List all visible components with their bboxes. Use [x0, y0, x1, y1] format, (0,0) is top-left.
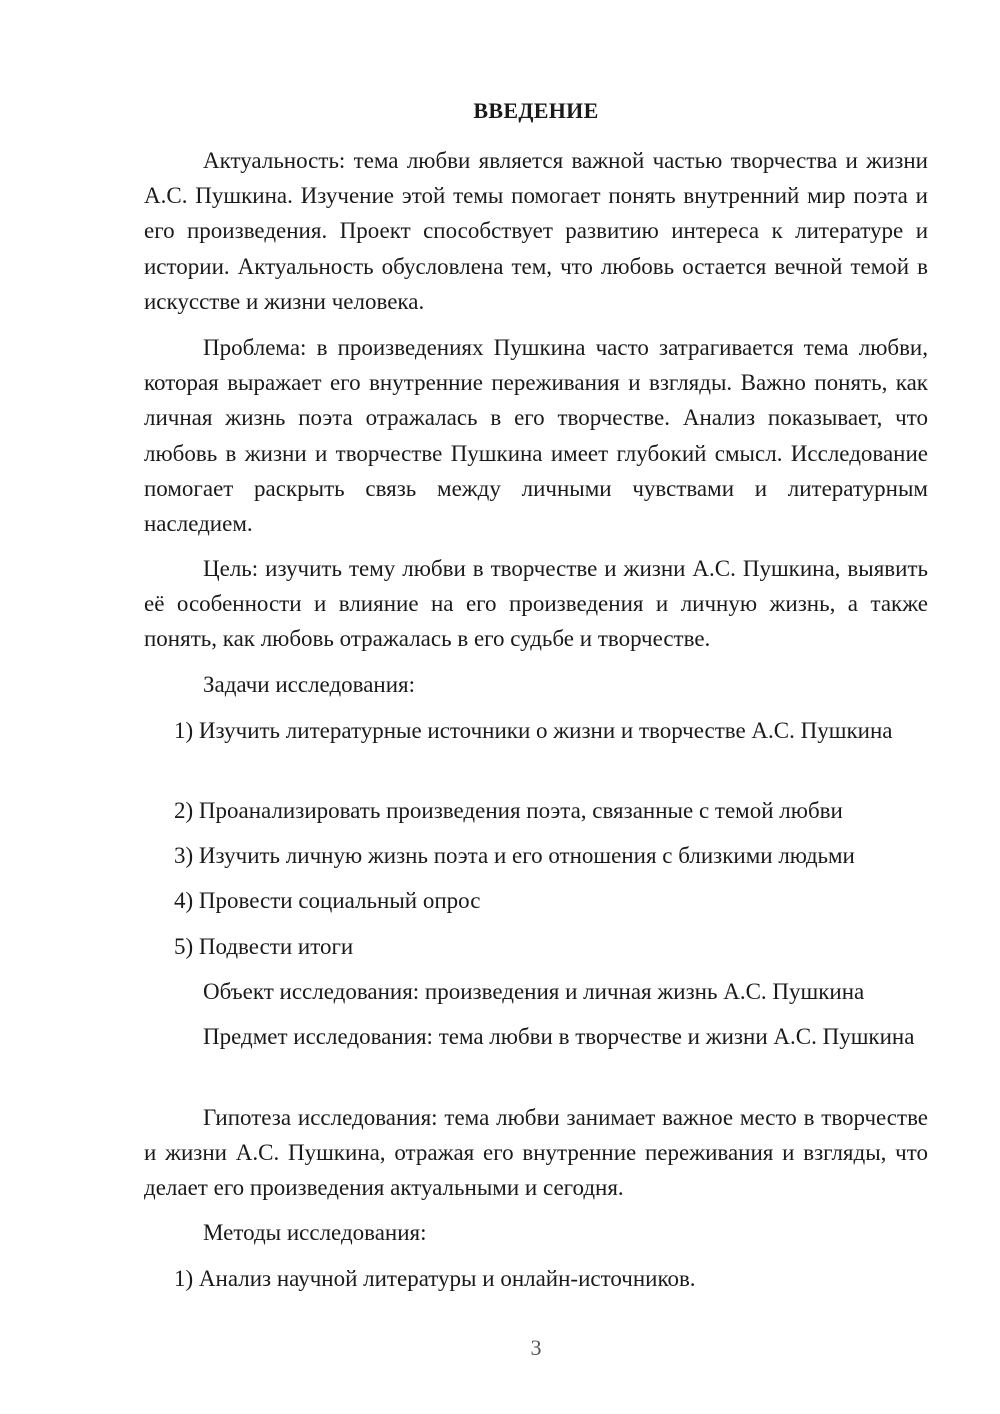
problem-paragraph: Проблема: в произведениях Пушкина часто затрагивается тема любви, которая выражает его внутренние переживания и взгляды. Важно понять, как личная жизнь поэта отражалась в его творчестве. Анализ показывает, что любовь в жизни и творчестве Пушкина имеет глубокий смысл. Исследование помогает раскрыть связь между личными чувствами и литературным наследием. — [144, 335, 928, 537]
task-item-1: 1) Изучить литературные источники о жизни и творчестве А.С. Пушкина — [174, 718, 893, 743]
document-page — [144, 0, 928, 1414]
task-item-3: 3) Изучить личную жизнь поэта и его отношения с близкими людьми — [174, 843, 855, 868]
methods-heading: Методы исследования: — [203, 1220, 427, 1245]
goal-paragraph: Цель: изучить тему любви в творчестве и жизни А.С. Пушкина, выявить её особенности и влияние на его произведения и личную жизнь, а также понять, как любовь отражалась в его судьбе и творчестве. — [144, 556, 928, 652]
page-number: 3 — [530, 1335, 542, 1360]
subject-paragraph: Предмет исследования: тема любви в творчестве и жизни А.С. Пушкина — [203, 1024, 915, 1049]
task-item-5: 5) Подвести итоги — [174, 934, 354, 959]
section-title: ВВЕДЕНИЕ — [473, 98, 599, 123]
task-item-4: 4) Провести социальный опрос — [174, 888, 481, 913]
tasks-heading: Задачи исследования: — [203, 672, 416, 697]
hypothesis-paragraph: Гипотеза исследования: тема любви занимает важное место в творчестве и жизни А.С. Пушкина, отражая его внутренние переживания и взгляды, что делает его произведения актуальными и сегодня. — [144, 1105, 928, 1201]
task-item-2: 2) Проанализировать произведения поэта, связанные с темой любви — [174, 798, 843, 823]
method-item-1: 1) Анализ научной литературы и онлайн-источников. — [174, 1266, 696, 1291]
relevance-paragraph: Актуальность: тема любви является важной частью творчества и жизни А.С. Пушкина. Изучение этой темы помогает понять внутренний мир поэта и его произведения. Проект способствует развитию интереса к литературе и истории. Актуальность обусловлена тем, что любовь остается вечной темой в искусстве и жизни человека. — [144, 148, 928, 314]
object-paragraph: Объект исследования: произведения и личная жизнь А.С. Пушкина — [203, 979, 865, 1004]
